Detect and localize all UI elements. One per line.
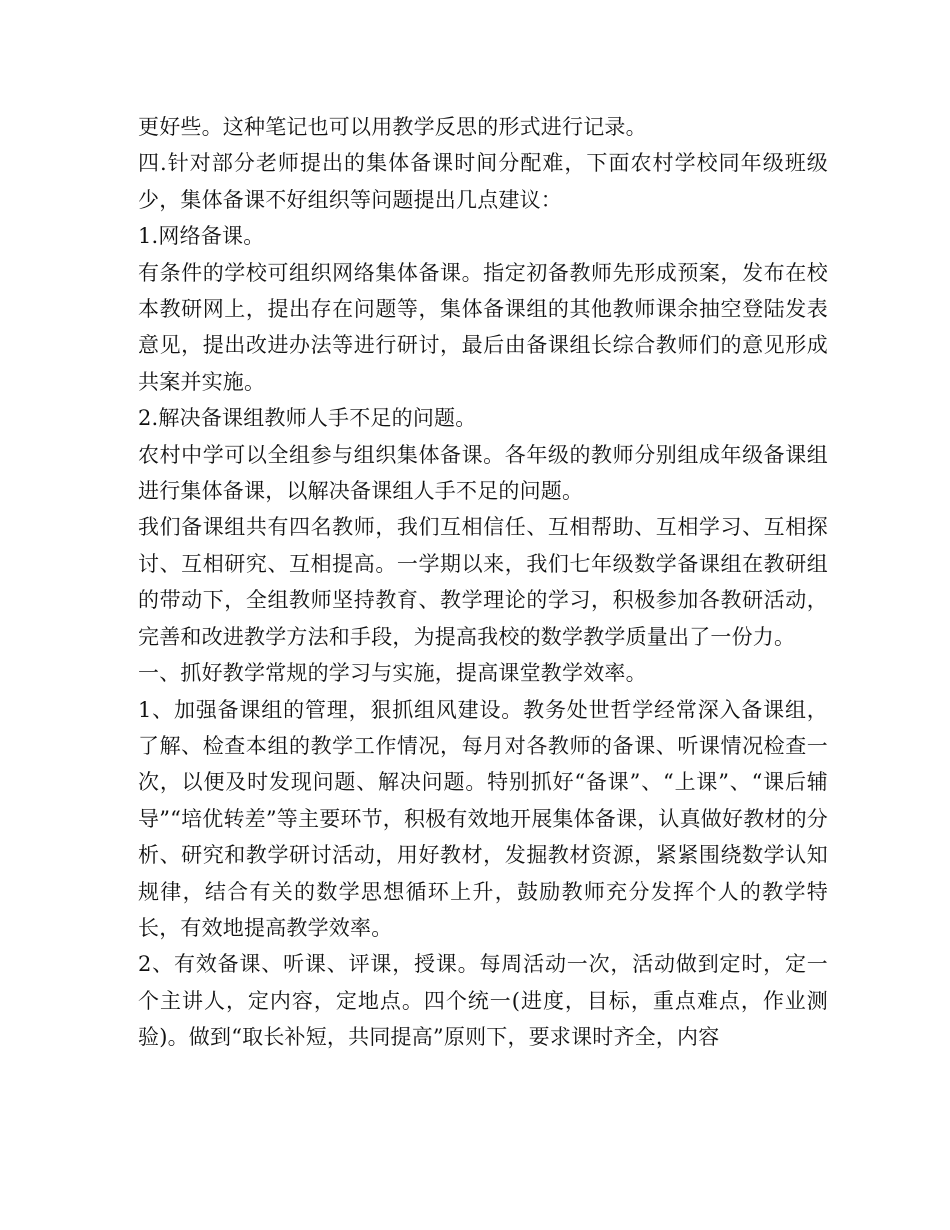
paragraph: 更好些。这种笔记也可以用教学反思的形式进行记录。 [138, 115, 647, 139]
paragraph: 一、抓好教学常规的学习与实施，提高课堂教学效率。 [138, 661, 647, 686]
paragraph: 四.针对部分老师提出的集体备课时间分配难，下面农村学校同年级班级少，集体备课不好组织等问题提出几点建议： [138, 151, 828, 212]
paragraph: 农村中学可以全组参与组织集体备课。各年级的教师分别组成年级备课组进行集体备课，以解决备课组人手不足的问题。 [138, 442, 828, 504]
paragraph: 2、有效备课、听课、评课，授课。每周活动一次，活动做到定时，定一个主讲人，定内容，定地点。四个统一(进度，目标，重点难点，作业测验)。做到“取长补短，共同提高”原则下，要求课时齐全，内容 [138, 952, 828, 1050]
document-body [138, 109, 828, 1056]
paragraph: 1、加强备课组的管理，狠抓组风建设。教务处世哲学经常深入备课组，了解、检查本组的教学工作情况，每月对各教师的备课、听课情况检查一次，以便及时发现问题、解决问题。特别抓好“备课”、“上课”、“课后辅导”“培优转差”等主要环节，积极有效地开展集体备课，认真做好教材的分析、研究和教学研讨活动，用好教材，发掘教材资源，紧紧围绕数学认知规律，结合有关的数学思想循环上升，鼓励教师充分发挥个人的教学特长，有效地提高教学效率。 [138, 697, 829, 940]
paragraph: 我们备课组共有四名教师，我们互相信任、互相帮助、互相学习、互相探讨、互相研究、互相提高。一学期以来，我们七年级数学备课组在教研组的带动下，全组教师坚持教育、教学理论的学习，积极参加各教研活动，完善和改进教学方法和手段，为提高我校的数学教学质量出了一份力。 [138, 515, 828, 649]
paragraph: 2.解决备课组教师人手不足的问题。 [138, 406, 477, 431]
paragraph: 有条件的学校可组织网络集体备课。指定初备教师先形成预案，发布在校本教研网上，提出存在问题等，集体备课组的其他教师课余抽空登陆发表意见，提出改进办法等进行研讨，最后由备课组长综合教师们的意见形成共案并实施。 [138, 260, 828, 394]
paragraph: 1.网络备课。 [138, 224, 265, 249]
